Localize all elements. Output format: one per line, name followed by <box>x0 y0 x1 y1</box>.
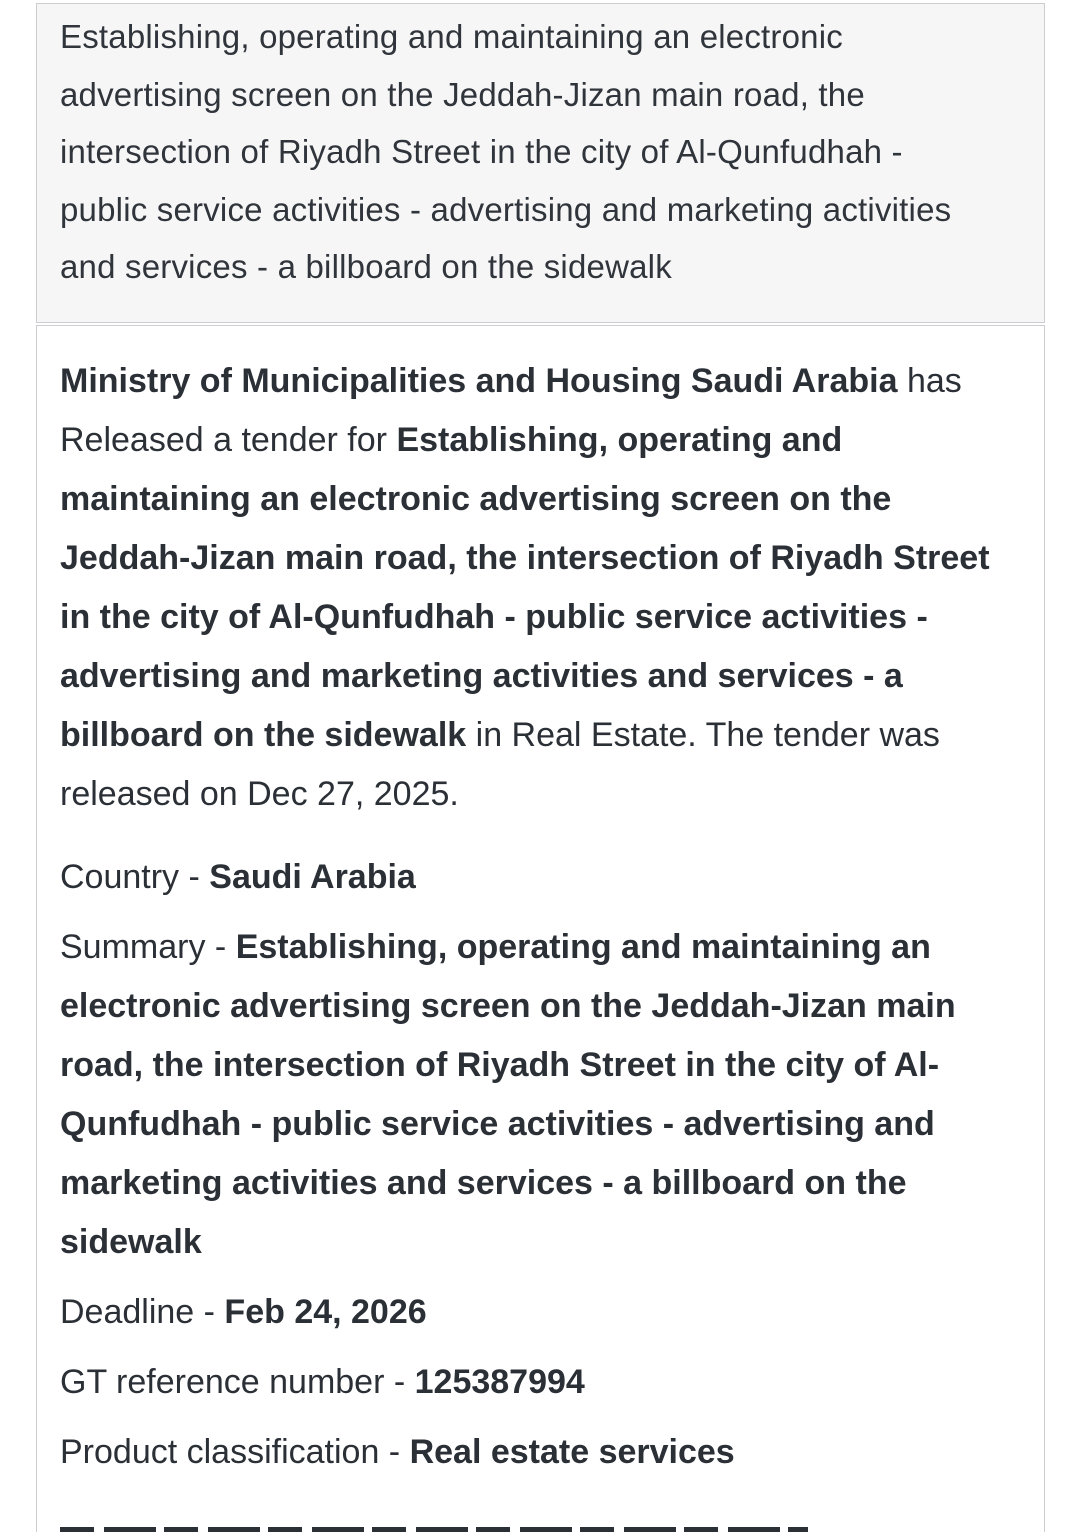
field-deadline <box>60 1283 1010 1342</box>
field-country <box>60 848 1010 907</box>
field-summary <box>60 918 1010 1272</box>
field-product-classification <box>60 1423 1010 1482</box>
field-value: Real estate services <box>409 1432 735 1471</box>
field-label: Product classification - <box>60 1432 410 1471</box>
field-label: Country - <box>60 857 210 896</box>
field-value: Saudi Arabia <box>209 857 416 896</box>
intro-tender-title: Establishing, operating and maintaining an electronic advertising screen on the Jeddah-Jizan main road, the intersection of Riyadh Street in the city of Al-Qunfudhah - public service activities - advertising and marketing activities and services - a billboard on the sidewalk <box>60 420 990 754</box>
field-label: Summary - <box>60 927 236 966</box>
org-name: Ministry of Municipalities and Housing Saudi Arabia <box>60 361 898 400</box>
tender-title: Establishing, operating and maintaining an electronic advertising screen on the Jeddah-Jizan main road, the intersection of Riyadh Street in the city of Al-Qunfudhah - public service activities - advertising and marketing activities and services - a billboard on the sidewalk <box>60 18 952 285</box>
field-label: GT reference number - <box>60 1362 415 1401</box>
tender-details-box <box>36 325 1045 1532</box>
tender-title-box <box>36 3 1045 323</box>
field-value: 125387994 <box>414 1362 585 1401</box>
content-container <box>36 3 1045 1532</box>
intro-paragraph <box>60 352 1010 824</box>
clipped-next-text-line <box>60 1527 808 1532</box>
field-label: Deadline - <box>60 1292 225 1331</box>
field-gt-reference-number <box>60 1353 1010 1412</box>
intro-tail-text: in Real Estate. The tender was released on Dec 27, 2025. <box>60 715 940 813</box>
field-value: Feb 24, 2026 <box>224 1292 427 1331</box>
released-text: has Released a tender for <box>60 361 962 459</box>
field-value: Establishing, operating and maintaining an electronic advertising screen on the Jeddah-Jizan main road, the intersection of Riyadh Street in the city of Al-Qunfudhah - public service activities - advertising and marketing activities and services - a billboard on the sidewalk <box>60 927 956 1261</box>
